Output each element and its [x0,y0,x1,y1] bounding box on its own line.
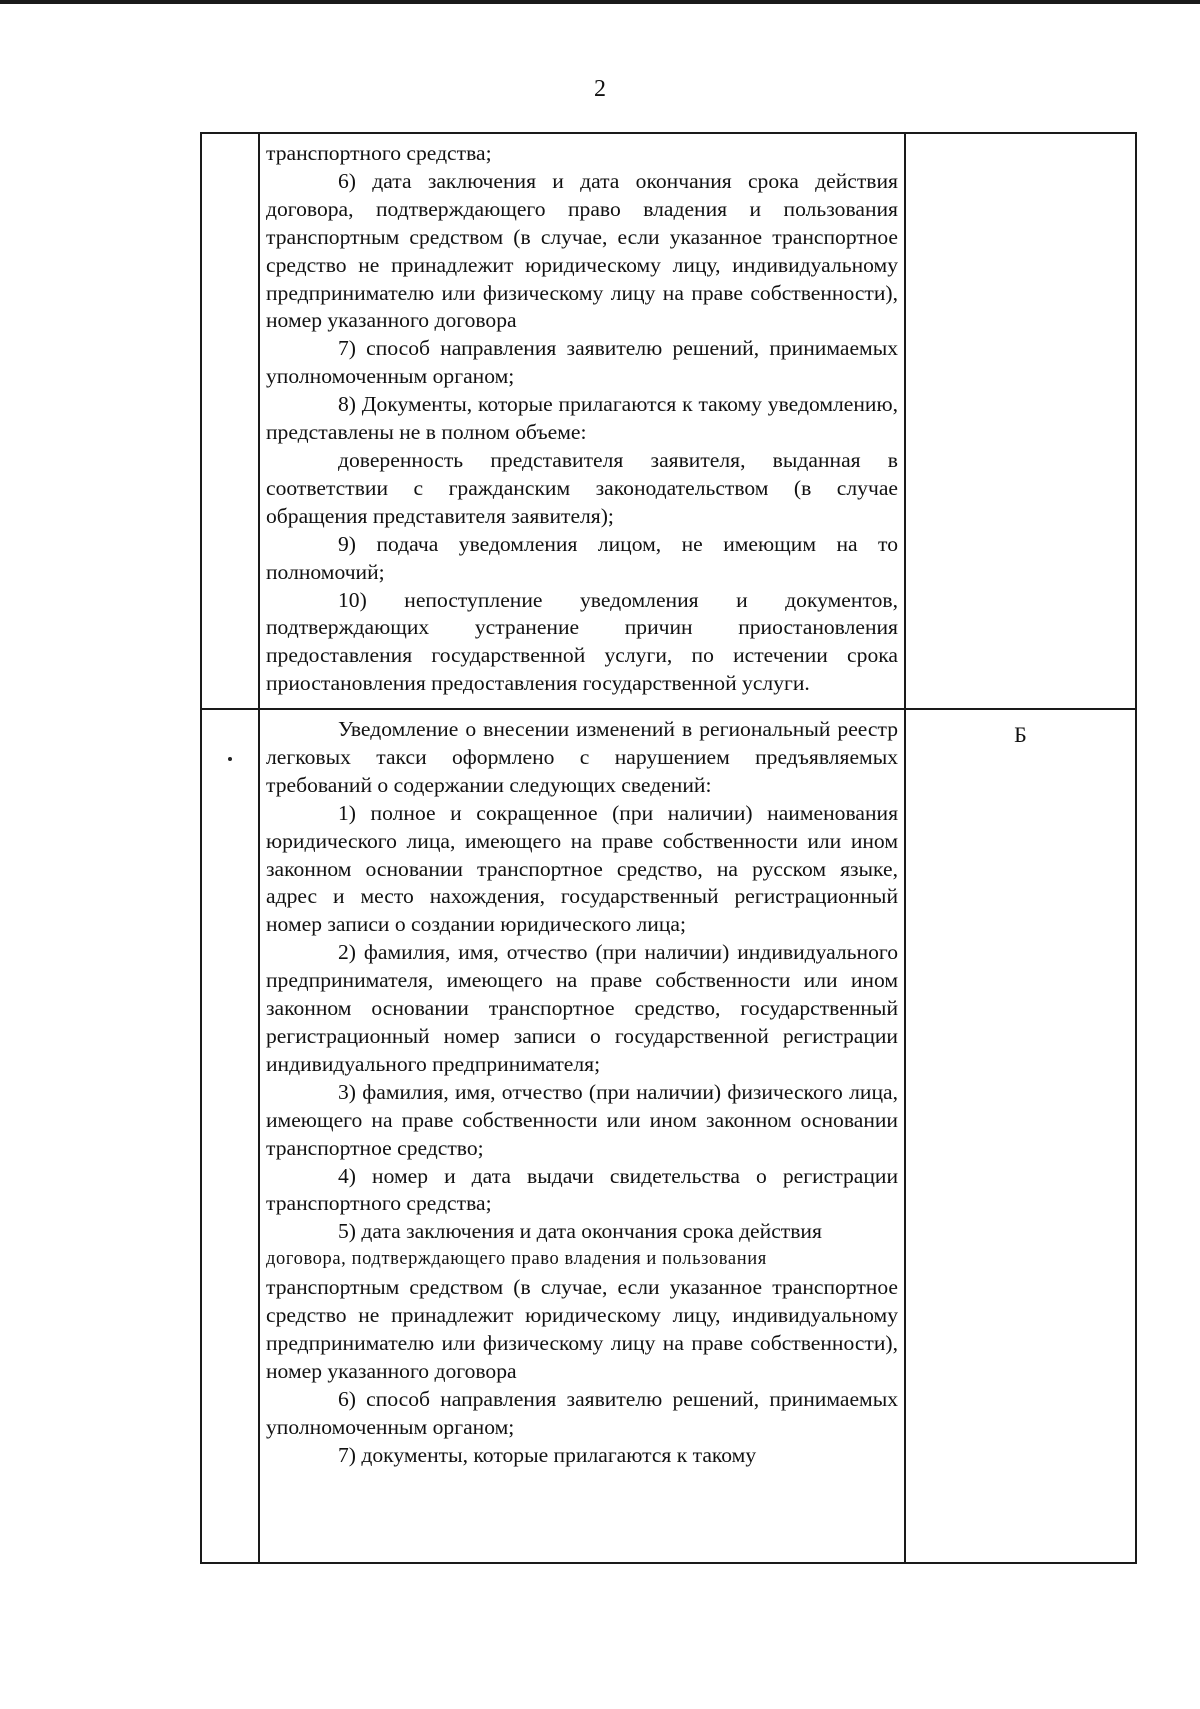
paragraph: 7) способ направления заявителю решений, принимаемых уполномоченным органом; [266,336,898,389]
code-cell [905,709,1136,1563]
paragraph: 3) фамилия, имя, отчество (при наличии) физического лица, имеющего на праве собственности или ином законном основании транспортное средство; [266,1079,898,1160]
paragraph: транспортного средства; [266,141,492,165]
paragraph: доверенность представителя заявителя, выданная в соответствии с гражданским законодательством (в случае обращения представителя заявителя); [266,447,898,528]
paragraph: 4) номер и дата выдачи свидетельства о регистрации транспортного средства; [266,1163,898,1216]
paragraph: договора, подтверждающего право владения и пользования [266,1249,767,1270]
paragraph: 10) непоступление уведомления и документов, подтверждающих устранение причин приостановления предоставления государственной услуги, по истечении срока приостановления предоставления государственной услуги. [266,587,898,696]
table-row [201,709,1136,1563]
row-number-cell [201,709,259,1563]
description-cell [259,709,905,1563]
scan-border [0,0,1200,4]
description-cell [259,133,905,709]
code-value: Б [1014,722,1027,747]
paragraph: 6) способ направления заявителю решений, принимаемых уполномоченным органом; [266,1386,898,1439]
row-marker-dot [228,757,232,761]
paragraph: 2) фамилия, имя, отчество (при наличии) индивидуального предпринимателя, имеющего на праве собственности или ином законном основании транспортное средство, государственный регистрационный номер записи о государственной регистрации индивидуального предпринимателя; [266,940,898,1076]
table-row [201,133,1136,709]
page-number: 2 [594,76,606,102]
requirements-table [200,132,1137,1564]
code-cell [905,133,1136,709]
code-value [906,134,1135,146]
paragraph: Уведомление о внесении изменений в региональный реестр легковых такси оформлено с нарушением предъявляемых требований о содержании следующих сведений: [266,717,898,797]
paragraph: 1) полное и сокращенное (при наличии) наименования юридического лица, имеющего на праве собственности или ином законном основании транспортное средство, на русском языке, адрес и место нахождения, государственный регистрационный номер записи о создании юридического лица; [266,800,898,937]
paragraph: 6) дата заключения и дата окончания срока действия договора, подтверждающего право владения и пользования транспортным средством (в случае, если указанное транспортное средство не принадлежит юридическому лицу, индивидуальному предпринимателю или физическому лицу на праве собственности), номер указанного договора [266,168,898,333]
paragraph: транспортным средством (в случае, если указанное транспортное средство не принадлежит юридическому лицу, индивидуальному предпринимателю или физическому лицу на праве собственности), номер указанного договора [266,1275,898,1383]
paragraph: 8) Документы, которые прилагаются к такому уведомлению, представлены не в полном объеме: [266,392,898,445]
paragraph: 7) документы, которые прилагаются к такому [338,1442,757,1467]
paragraph: 9) подача уведомления лицом, не имеющим на то полномочий; [266,531,898,584]
paragraph: 5) дата заключения и дата окончания срока действия [338,1219,822,1244]
row-number-cell [201,133,259,709]
